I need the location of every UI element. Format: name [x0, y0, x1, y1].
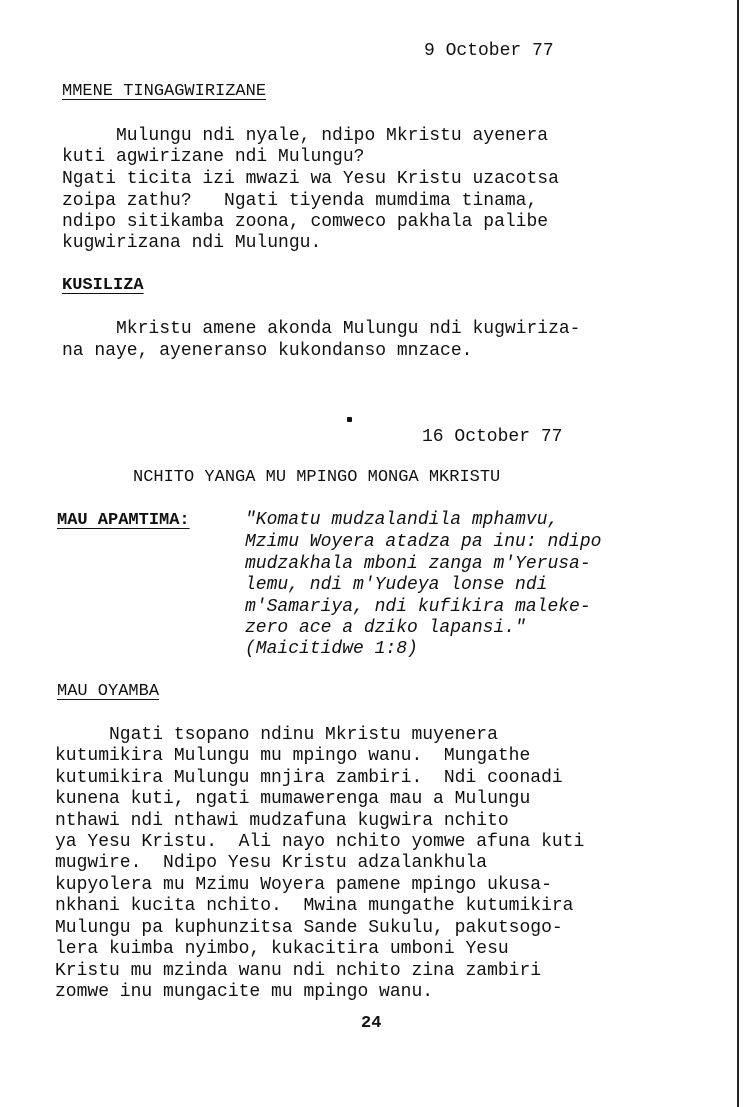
entry-date: 9 October 77 [424, 41, 554, 61]
page-number: 24 [361, 1014, 382, 1033]
verse-line: lemu, ndi m'Yudeya lonse ndi [245, 575, 548, 595]
text-line: mugwire. Ndipo Yesu Kristu adzalankhula [55, 853, 488, 873]
text-line: Kristu mu mzinda wanu ndi nchito zina zambiri [55, 961, 542, 981]
verse-reference: (Maicitidwe 1:8) [245, 639, 418, 659]
verse-line: "Komatu mudzalandila mphamvu, [245, 510, 559, 530]
text-line: kutumikira Mulungu mu mpingo wanu. Mungathe [55, 746, 531, 766]
text-line: Mulungu pa kuphunzitsa Sande Sukulu, pakutsogo- [55, 918, 563, 938]
text-line: Ngati ticita izi mwazi wa Yesu Kristu uzacotsa [62, 169, 559, 189]
text-line: zomwe inu mungacite mu mpingo wanu. [55, 982, 434, 1002]
section-heading: MMENE TINGAGWIRIZANE [62, 82, 267, 101]
verse-line: zero ace a dziko lapansi." [245, 618, 526, 638]
verse-label: MAU APAMTIMA: [57, 511, 190, 530]
text-line: na naye, ayeneranso kukondanso mnzace. [62, 341, 473, 361]
text-line: Mkristu amene akonda Mulungu ndi kugwiriza- [62, 319, 581, 339]
text-line: zoipa zathu? Ngati tiyenda mumdima tinama, [62, 191, 538, 211]
text-line: kugwirizana ndi Mulungu. [62, 233, 322, 253]
page-edge [737, 0, 739, 1107]
text-line: Mulungu ndi nyale, ndipo Mkristu ayenera [62, 126, 549, 146]
text-line: ya Yesu Kristu. Ali nayo nchito yomwe afuna kuti [55, 832, 585, 852]
lesson-title: NCHITO YANGA MU MPINGO MONGA MKRISTU [133, 468, 501, 487]
text-line: kutumikira Mulungu mnjira zambiri. Ndi coonadi [55, 768, 563, 788]
text-line: nthawi ndi nthawi mudzafuna kugwira nchito [55, 811, 509, 831]
verse-line: Mzimu Woyera atadza pa inu: ndipo [245, 532, 602, 552]
bullet-mark [347, 417, 352, 422]
text-line: kupyolera mu Mzimu Woyera pamene mpingo ukusa- [55, 875, 552, 895]
text-line: lera kuimba nyimbo, kukacitira umboni Yesu [55, 939, 509, 959]
verse-line: mudzakhala mboni zanga m'Yerusa- [245, 554, 591, 574]
answer-heading: KUSILIZA [62, 276, 144, 295]
entry-date: 16 October 77 [422, 427, 563, 447]
text-line: Ngati tsopano ndinu Mkristu muyenera [55, 725, 498, 745]
text-line: nkhani kucita nchito. Mwina mungathe kutumikira [55, 896, 574, 916]
text-line: ndipo sitikamba zoona, comweco pakhala palibe [62, 212, 549, 232]
text-line: kuti agwirizane ndi Mulungu? [62, 147, 365, 167]
text-line: kunena kuti, ngati mumawerenga mau a Mulungu [55, 789, 531, 809]
intro-heading: MAU OYAMBA [57, 682, 160, 701]
verse-line: m'Samariya, ndi kufikira maleke- [245, 597, 591, 617]
